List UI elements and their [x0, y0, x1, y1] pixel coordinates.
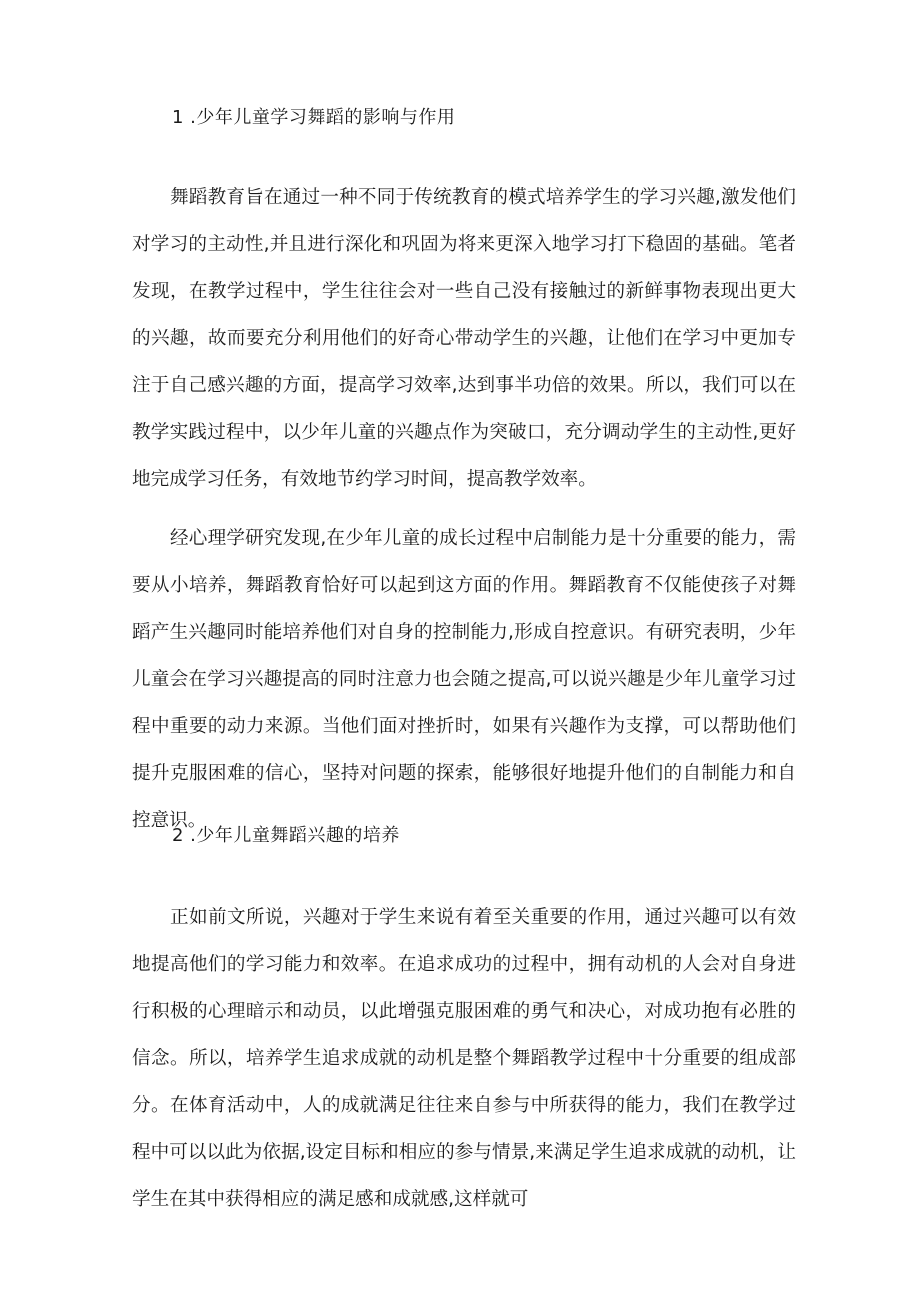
paragraph-1: 舞蹈教育旨在通过一种不同于传统教育的模式培养学生的学习兴趣,激发他们对学习的主动性,并且进行深化和巩固为将来更深入地学习打下稳固的基础。笔者发现，在教学过程中，学生往往会对一些自己没有接触过的新鲜事物表现出更大的兴趣，故而要充分利用他们的好奇心带动学生的兴趣，让他们在学习中更加专注于自己感兴趣的方面，提高学习效率,达到事半功倍的效果。所以，我们可以在教学实践过程中，以少年儿童的兴趣点作为突破口，充分调动学生的主动性,更好地完成学习任务，有效地节约学习时间，提高教学效率。	[132, 187, 796, 490]
paragraph-2: 经心理学研究发现,在少年儿童的成长过程中启制能力是十分重要的能力，需要从小培养，舞蹈教育恰好可以起到这方面的作用。舞蹈教育不仅能使孩子对舞蹈产生兴趣同时能培养他们对自身的控制能力,形成自控意识。有研究表明，少年儿童会在学习兴趣提高的同时注意力也会随之提高,可以说兴趣是少年儿童学习过程中重要的动力来源。当他们面对挫折时，如果有兴趣作为支撑，可以帮助他们提升克服困难的信心，坚持对问题的探索，能够很好地提升他们的自制能力和自控意识。	[132, 528, 796, 831]
section-heading-1: 1 .少年儿童学习舞蹈的影响与作用	[172, 107, 456, 128]
paragraph-3: 正如前文所说，兴趣对于学生来说有着至关重要的作用，通过兴趣可以有效地提高他们的学习能力和效率。在追求成功的过程中，拥有动机的人会对自身进行积极的心理暗示和动员，以此增强克服困难的勇气和决心，对成功抱有必胜的信念。所以，培养学生追求成就的动机是整个舞蹈教学过程中十分重要的组成部分。在体育活动中，人的成就满足往往来自参与中所获得的能力，我们在教学过程中可以以此为依据,设定目标和相应的参与情景,来满足学生追求成就的动机，让学生在其中获得相应的满足感和成就感,这样就可	[132, 907, 796, 1210]
section-heading-2: 2 .少年儿童舞蹈兴趣的培养	[172, 825, 400, 846]
